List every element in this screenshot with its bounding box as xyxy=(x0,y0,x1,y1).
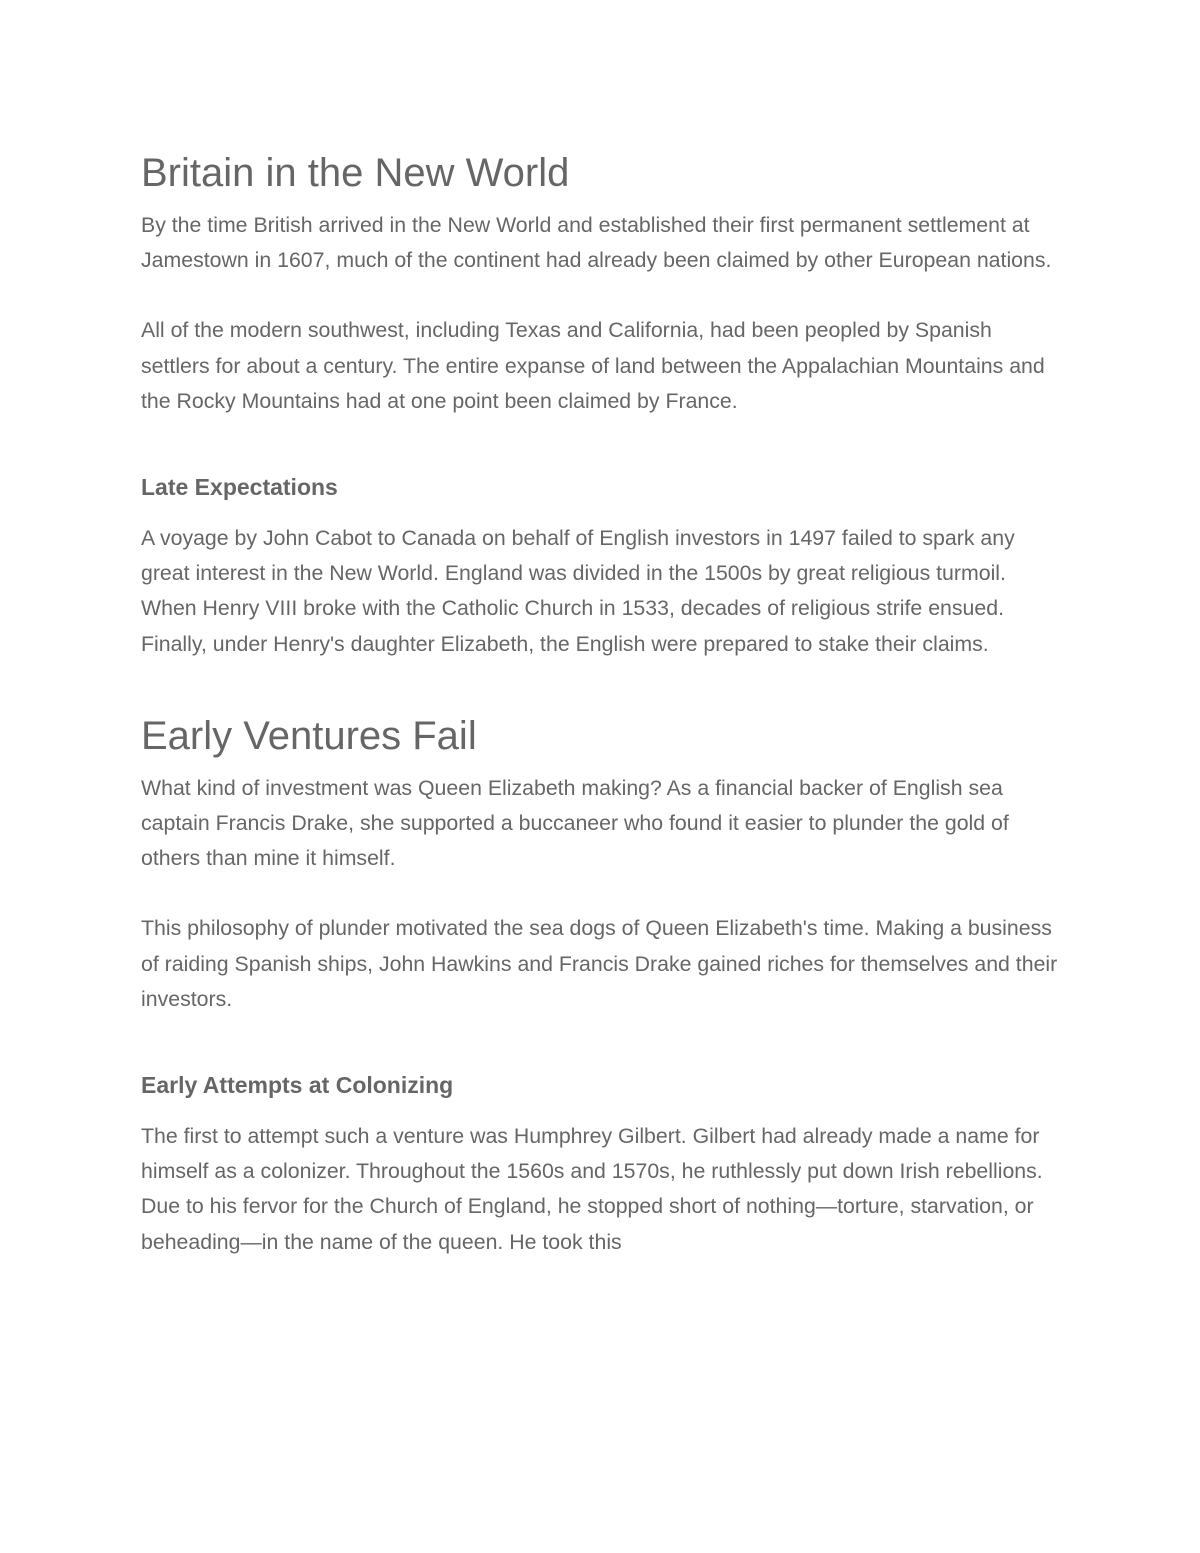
paragraph: All of the modern southwest, including Texas and California, had been peopled by Spanish settlers for about a century. The entire expanse of land between the Appalachian Mountains and the Rocky Mountains had at one point been claimed by France. xyxy=(141,318,1045,413)
section-title-early-ventures: Early Ventures Fail xyxy=(141,713,477,758)
subheading-late-expectations: Late Expectations xyxy=(141,474,338,501)
document-page xyxy=(141,145,1061,1260)
paragraph: The first to attempt such a venture was Humphrey Gilbert. Gilbert had already made a name for himself as a colonizer. Throughout the 1560s and 1570s, he ruthlessly put down Irish rebellions. Due to his fervor for the Church of England, he stopped short of nothing—torture, starvation, or beheading—in the name of the queen. He took this xyxy=(141,1124,1043,1254)
paragraph: By the time British arrived in the New World and established their first permanent settlement at Jamestown in 1607, much of the continent had already been claimed by other European nations. xyxy=(141,213,1052,273)
subheading-early-attempts: Early Attempts at Colonizing xyxy=(141,1072,454,1099)
paragraph: A voyage by John Cabot to Canada on behalf of English investors in 1497 failed to spark any great interest in the New World. England was divided in the 1500s by great religious turmoil. When Henry VIII broke with the Catholic Church in 1533, decades of religious strife ensued. Finally, under Henry's daughter Elizabeth, the English were prepared to stake their claims. xyxy=(141,526,1015,656)
paragraph: This philosophy of plunder motivated the sea dogs of Queen Elizabeth's time. Making a business of raiding Spanish ships, John Hawkins and Francis Drake gained riches for themselves and their investors. xyxy=(141,916,1058,1011)
section-title-britain: Britain in the New World xyxy=(141,151,570,195)
paragraph: What kind of investment was Queen Elizabeth making? As a financial backer of English sea captain Francis Drake, she supported a buccaneer who found it easier to plunder the gold of others than mine it himself. xyxy=(141,775,1009,871)
